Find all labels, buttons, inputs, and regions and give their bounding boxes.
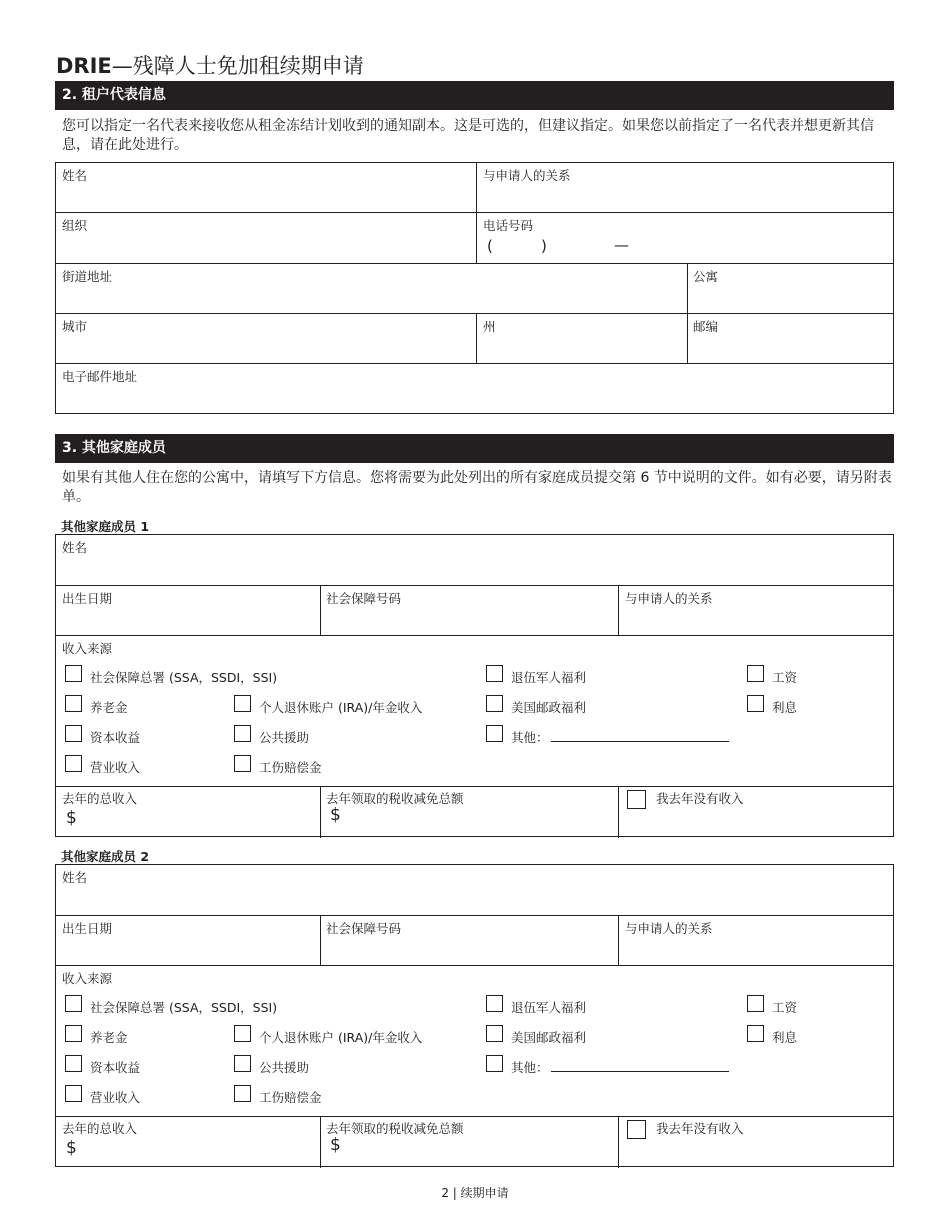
- interest-label: 利息: [772, 700, 798, 715]
- ira-label: 个人退休账户 (IRA)/年金收入: [259, 1030, 423, 1045]
- public-assistance-checkbox[interactable]: [234, 725, 251, 742]
- ssa-label: 社会保障总署 (SSA，SSDI，SSI): [90, 1000, 278, 1015]
- veterans-checkbox[interactable]: [486, 665, 503, 682]
- page-footer: 2 | 续期申请: [441, 1186, 509, 1200]
- other-label: 其他：: [511, 728, 729, 746]
- workers-comp-checkbox[interactable]: [234, 1085, 251, 1102]
- postal-checkbox[interactable]: [486, 695, 503, 712]
- business-income-label: 营业收入: [90, 1090, 141, 1105]
- other-input[interactable]: [551, 729, 729, 742]
- workers-comp-checkbox[interactable]: [234, 755, 251, 772]
- interest-checkbox[interactable]: [747, 1025, 764, 1042]
- business-income-checkbox[interactable]: [65, 755, 82, 772]
- capital-gains-label: 资本收益: [90, 730, 141, 745]
- postal-label: 美国邮政福利: [511, 1030, 587, 1045]
- ira-label: 个人退休账户 (IRA)/年金收入: [259, 700, 423, 715]
- veterans-label: 退伍军人福利: [511, 1000, 587, 1015]
- other-checkbox[interactable]: [486, 725, 503, 742]
- section-2-intro: 您可以指定一名代表来接收您从租金冻结计划收到的通知副本。这是可选的，但建议指定。如果您以前指定了一名代表并想更新其信息，请在此处进行。: [62, 118, 874, 153]
- public-assistance-checkbox[interactable]: [234, 1055, 251, 1072]
- member-2-form: 姓名 出生日期 社会保障号码 与申请人的关系 收入来源 社会保障总署 (SSA，SSDI，SSI) 退伍军人福利 工资 养老金 个人退休账户 (IRA)/年金收入 美国邮政福利 利息 资本收益 公共援助 其他： 营业收入 工伤赔偿金 去年的总收入 $ 去年领取的税收减免总额 $ 我去年没有收入: [55, 864, 894, 1167]
- veterans-checkbox[interactable]: [486, 995, 503, 1012]
- section-3-intro: 如果有其他人住在您的公寓中，请填写下方信息。您将需要为此处列出的所有家庭成员提交第 6 节中说明的文件。如有必要，请另附表单。: [62, 470, 892, 505]
- other-checkbox[interactable]: [486, 1055, 503, 1072]
- pension-label: 养老金: [90, 700, 128, 715]
- income-sources-label: 收入来源: [62, 641, 113, 656]
- page-title: DRIE—残障人士免加租续期申请: [56, 54, 364, 78]
- veterans-label: 退伍军人福利: [511, 670, 587, 685]
- no-income-checkbox[interactable]: [627, 790, 646, 809]
- capital-gains-checkbox[interactable]: [65, 1055, 82, 1072]
- pension-checkbox[interactable]: [65, 695, 82, 712]
- member-2-heading: 其他家庭成员 2: [61, 849, 150, 864]
- ira-checkbox[interactable]: [234, 695, 251, 712]
- postal-label: 美国邮政福利: [511, 700, 587, 715]
- business-income-checkbox[interactable]: [65, 1085, 82, 1102]
- capital-gains-checkbox[interactable]: [65, 725, 82, 742]
- ssa-checkbox[interactable]: [65, 995, 82, 1012]
- public-assistance-label: 公共援助: [259, 1060, 310, 1075]
- other-label: 其他：: [511, 1058, 729, 1076]
- section-2-heading: 2. 租户代表信息: [55, 81, 894, 110]
- member-1-form: 姓名 出生日期 社会保障号码 与申请人的关系 收入来源 社会保障总署 (SSA，SSDI，SSI) 退伍军人福利 工资 养老金 个人退休账户 (IRA)/年金收入 美国邮政福利 利息 资本收益 公共援助 其他： 营业收入 工伤赔偿金 去年的总收入 $ 去年领取的税收减免总额 $ 我去年没有收入: [55, 534, 894, 837]
- workers-comp-label: 工伤赔偿金: [259, 760, 322, 775]
- wages-checkbox[interactable]: [747, 995, 764, 1012]
- ssa-label: 社会保障总署 (SSA，SSDI，SSI): [90, 670, 278, 685]
- representative-form: 姓名 与申请人的关系 组织 电话号码 ( ) — 街道地址 公寓 城市 州 邮编 电子邮件地址: [55, 162, 894, 414]
- wages-label: 工资: [772, 670, 798, 685]
- member-1-heading: 其他家庭成员 1: [61, 519, 150, 534]
- income-sources-label: 收入来源: [62, 971, 113, 986]
- pension-checkbox[interactable]: [65, 1025, 82, 1042]
- no-income-label: 我去年没有收入: [656, 1121, 744, 1136]
- wages-checkbox[interactable]: [747, 665, 764, 682]
- workers-comp-label: 工伤赔偿金: [259, 1090, 322, 1105]
- business-income-label: 营业收入: [90, 760, 141, 775]
- pension-label: 养老金: [90, 1030, 128, 1045]
- postal-checkbox[interactable]: [486, 1025, 503, 1042]
- interest-label: 利息: [772, 1030, 798, 1045]
- capital-gains-label: 资本收益: [90, 1060, 141, 1075]
- other-input[interactable]: [551, 1059, 729, 1072]
- section-3-heading: 3. 其他家庭成员: [55, 434, 894, 463]
- no-income-label: 我去年没有收入: [656, 791, 744, 806]
- wages-label: 工资: [772, 1000, 798, 1015]
- ssa-checkbox[interactable]: [65, 665, 82, 682]
- no-income-checkbox[interactable]: [627, 1120, 646, 1139]
- interest-checkbox[interactable]: [747, 695, 764, 712]
- public-assistance-label: 公共援助: [259, 730, 310, 745]
- ira-checkbox[interactable]: [234, 1025, 251, 1042]
